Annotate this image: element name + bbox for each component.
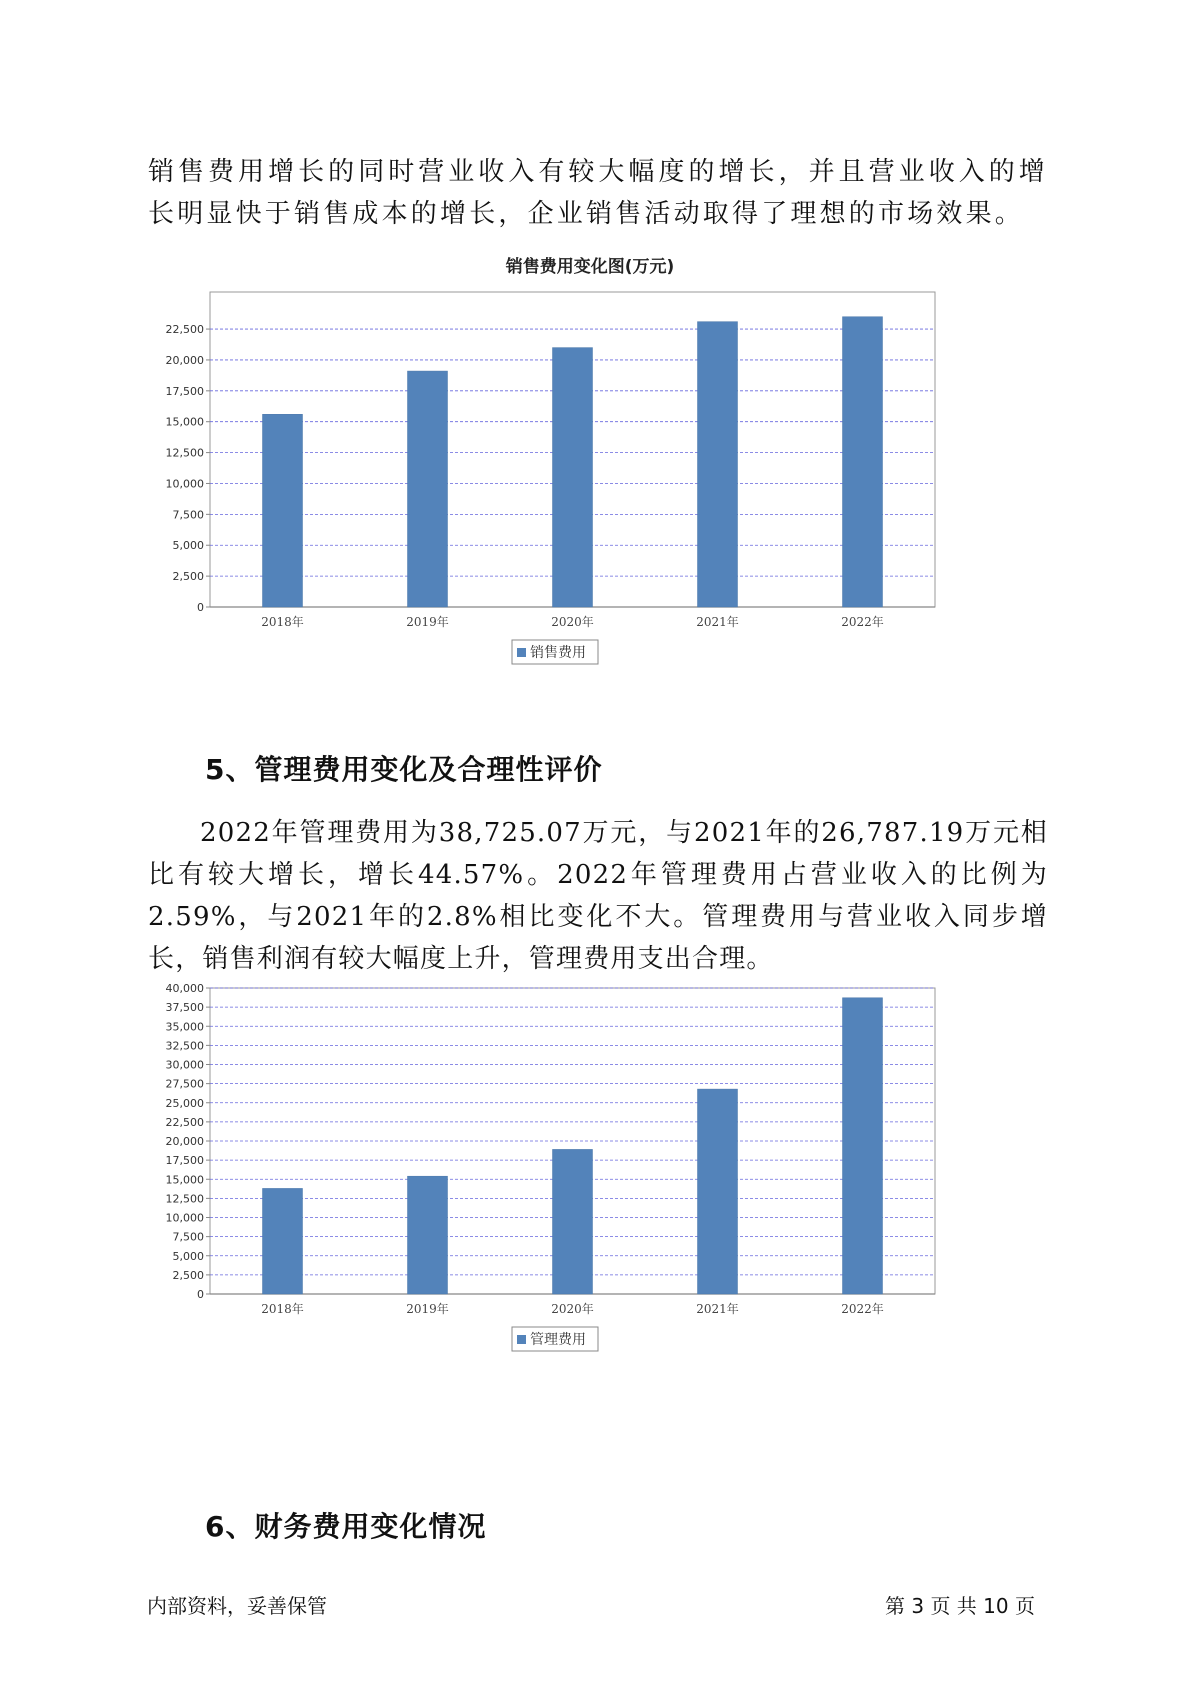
footer-page-number: 第 3 页 共 10 页 (885, 1594, 1035, 1618)
bar-2021年 (698, 322, 738, 607)
bar-2020年 (553, 348, 593, 607)
y-tick-label: 0 (197, 601, 204, 614)
y-tick-label: 7,500 (172, 1230, 204, 1244)
y-tick-label: 35,000 (165, 1020, 204, 1034)
y-tick-label: 22,500 (165, 1115, 204, 1129)
section-heading-finance-expense: 6、财务费用变化情况 (205, 1510, 487, 1543)
x-tick-label: 2019年 (406, 1302, 449, 1316)
x-tick-label: 2021年 (696, 615, 739, 629)
bar-2022年 (843, 998, 883, 1294)
y-tick-label: 27,500 (165, 1077, 204, 1091)
y-tick-label: 20,000 (165, 353, 204, 367)
y-tick-label: 5,000 (172, 1249, 204, 1263)
x-tick-label: 2018年 (261, 1302, 304, 1316)
paragraph-sales-expense-summary: 销售费用增长的同时营业收入有较大幅度的增长，并且营业收入的增长明显快于销售成本的增长，企业销售活动取得了理想的市场效果。 (148, 157, 1048, 229)
y-tick-label: 32,500 (165, 1039, 204, 1053)
bar-2019年 (408, 371, 448, 607)
bar-2020年 (553, 1149, 593, 1294)
y-tick-label: 25,000 (165, 1096, 204, 1110)
bar-2018年 (263, 1188, 303, 1294)
chart-legend (512, 1327, 598, 1351)
legend-label: 销售费用 (530, 645, 586, 661)
footer-confidential-note: 内部资料，妥善保管 (147, 1594, 327, 1618)
chart-title: 销售费用变化图(万元) (505, 257, 675, 277)
bar-2021年 (698, 1089, 738, 1294)
bar-2019年 (408, 1176, 448, 1294)
admin-expense-chart (150, 982, 1030, 1480)
x-tick-label: 2022年 (841, 615, 884, 629)
y-tick-label: 10,000 (165, 477, 204, 491)
x-tick-label: 2020年 (551, 1302, 594, 1316)
y-tick-label: 15,000 (165, 415, 204, 429)
x-tick-label: 2020年 (551, 615, 594, 629)
x-tick-label: 2019年 (406, 615, 449, 629)
section-heading-admin-expense: 5、管理费用变化及合理性评价 (205, 753, 603, 786)
y-tick-label: 17,500 (165, 384, 204, 398)
y-tick-label: 5,000 (172, 539, 204, 553)
y-tick-label: 0 (197, 1288, 204, 1301)
y-tick-label: 37,500 (165, 1001, 204, 1015)
y-tick-label: 20,000 (165, 1135, 204, 1148)
y-tick-label: 2,500 (172, 1268, 204, 1282)
legend-label: 管理费用 (530, 1332, 586, 1348)
y-tick-label: 12,500 (165, 1192, 204, 1206)
y-tick-label: 40,000 (165, 982, 204, 995)
y-tick-label: 22,500 (165, 323, 204, 337)
legend-swatch (517, 1335, 526, 1344)
x-tick-label: 2022年 (841, 1302, 884, 1316)
chart-legend (512, 640, 598, 664)
y-tick-label: 15,000 (165, 1173, 204, 1187)
sales-expense-chart-svg (150, 257, 1030, 730)
x-tick-label: 2021年 (696, 1302, 739, 1316)
x-tick-label: 2018年 (261, 615, 304, 629)
y-tick-label: 17,500 (165, 1154, 204, 1168)
y-tick-label: 12,500 (165, 446, 204, 460)
sales-expense-chart (150, 257, 1030, 730)
y-tick-label: 2,500 (172, 570, 204, 584)
paragraph-admin-expense-analysis: 2022年管理费用为38,725.07万元，与2021年的26,787.19万元相比有较大增长，增长44.57%。2022年管理费用占营业收入的比例为2.59%，与2021年的2.8%相比变化不大。管理费用与营业收入同步增长，销售利润有较大幅度上升，管理费用支出合理。 (148, 818, 1048, 974)
y-tick-label: 7,500 (172, 508, 204, 522)
y-tick-label: 30,000 (165, 1058, 204, 1072)
bar-2018年 (263, 414, 303, 607)
y-tick-label: 10,000 (165, 1211, 204, 1225)
legend-swatch (517, 648, 526, 657)
bar-2022年 (843, 317, 883, 607)
admin-expense-chart-svg (150, 982, 1030, 1480)
